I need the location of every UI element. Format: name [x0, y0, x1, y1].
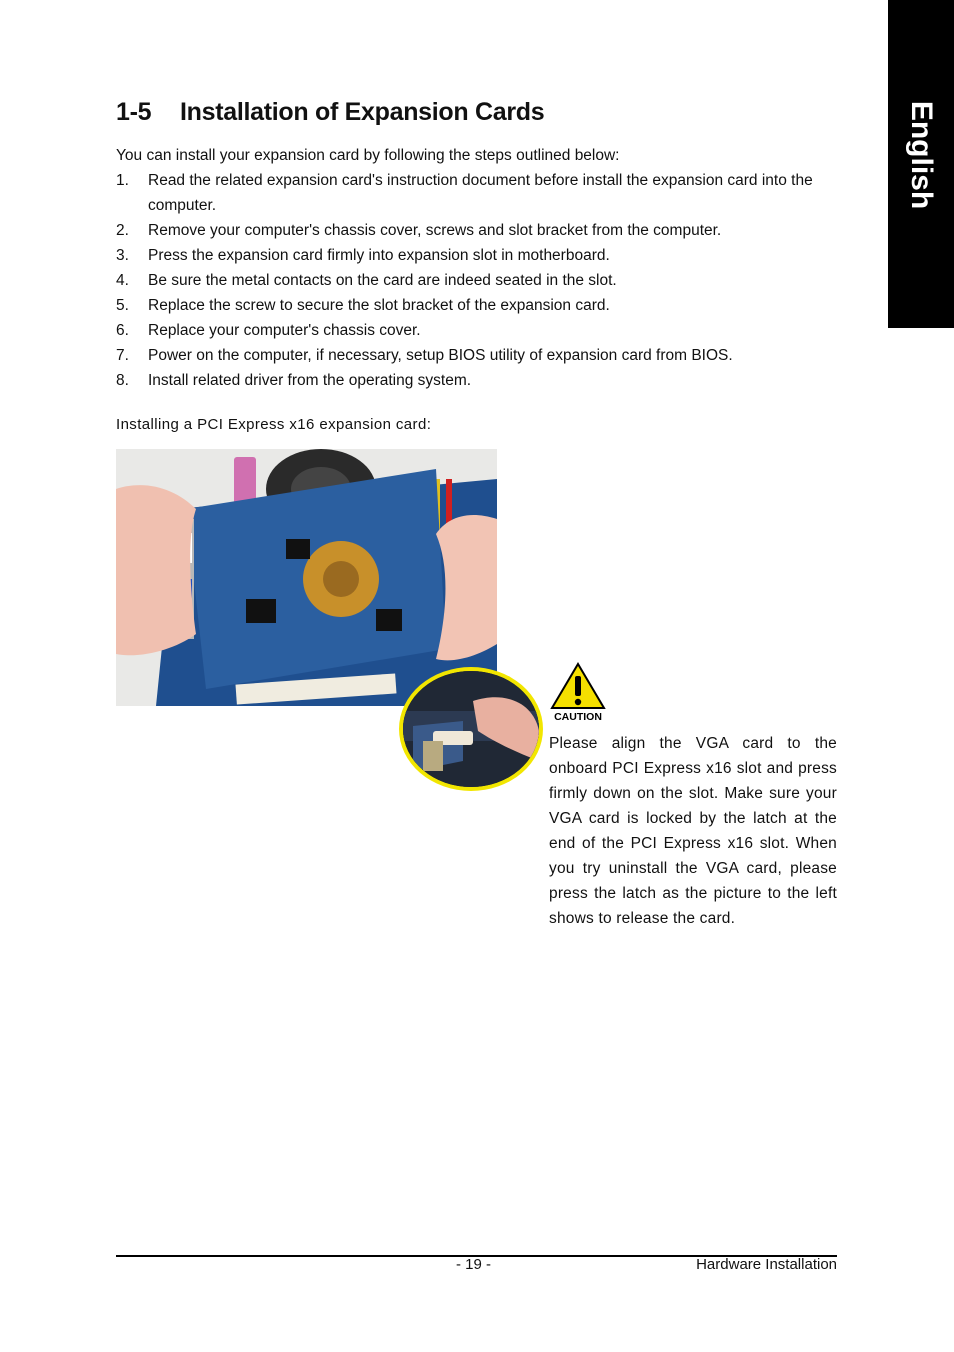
step-number: 1.	[116, 172, 129, 189]
steps-list	[116, 168, 836, 393]
page-number: - 19 -	[456, 1256, 492, 1273]
step-text: Read the related expansion card's instruction document before install the expansion card into the computer.	[148, 172, 813, 214]
step-number: 4.	[116, 272, 129, 289]
section-title: Installation of Expansion Cards	[180, 98, 545, 126]
motherboard-illustration	[116, 449, 497, 706]
step-text: Replace your computer's chassis cover.	[148, 322, 421, 339]
section-heading	[116, 98, 544, 127]
caution-label: CAUTION	[554, 711, 602, 722]
step-item	[116, 343, 836, 368]
warning-triangle-icon	[549, 662, 607, 722]
step-text: Be sure the metal contacts on the card are indeed seated in the slot.	[148, 272, 617, 289]
intro-text: You can install your expansion card by following the steps outlined below:	[116, 147, 620, 164]
step-number: 2.	[116, 222, 129, 239]
caution-text: Please align the VGA card to the onboard PCI Express x16 slot and press firmly down on the slot. Make sure your VGA card is locked by the latch at the end of the PCI Express x16 slot. When you try uninstall the VGA card, please press the latch as the picture to the left shows to release the card.	[549, 735, 837, 927]
step-item	[116, 168, 836, 218]
step-item	[116, 368, 836, 393]
language-tab	[888, 0, 954, 328]
step-text: Press the expansion card firmly into expansion slot in motherboard.	[148, 247, 610, 264]
latch-illustration	[403, 671, 539, 787]
step-item	[116, 243, 836, 268]
step-item	[116, 293, 836, 318]
latch-inset-photo	[399, 667, 543, 791]
caution-icon	[549, 662, 607, 722]
section-number: 1-5	[116, 98, 152, 126]
figure-caption: Installing a PCI Express x16 expansion card:	[116, 416, 432, 433]
step-item	[116, 218, 836, 243]
step-number: 7.	[116, 347, 129, 364]
step-text: Replace the screw to secure the slot bracket of the expansion card.	[148, 297, 610, 314]
step-number: 3.	[116, 247, 129, 264]
step-number: 5.	[116, 297, 129, 314]
footer-section-title: Hardware Installation	[696, 1256, 837, 1273]
step-number: 6.	[116, 322, 129, 339]
step-number: 8.	[116, 372, 129, 389]
step-text: Install related driver from the operating system.	[148, 372, 472, 389]
step-item	[116, 268, 836, 293]
step-text: Power on the computer, if necessary, setup BIOS utility of expansion card from BIOS.	[148, 347, 733, 364]
language-tab-label: English	[905, 100, 938, 210]
step-item	[116, 318, 836, 343]
installation-photo	[116, 449, 497, 706]
step-text: Remove your computer's chassis cover, screws and slot bracket from the computer.	[148, 222, 722, 239]
